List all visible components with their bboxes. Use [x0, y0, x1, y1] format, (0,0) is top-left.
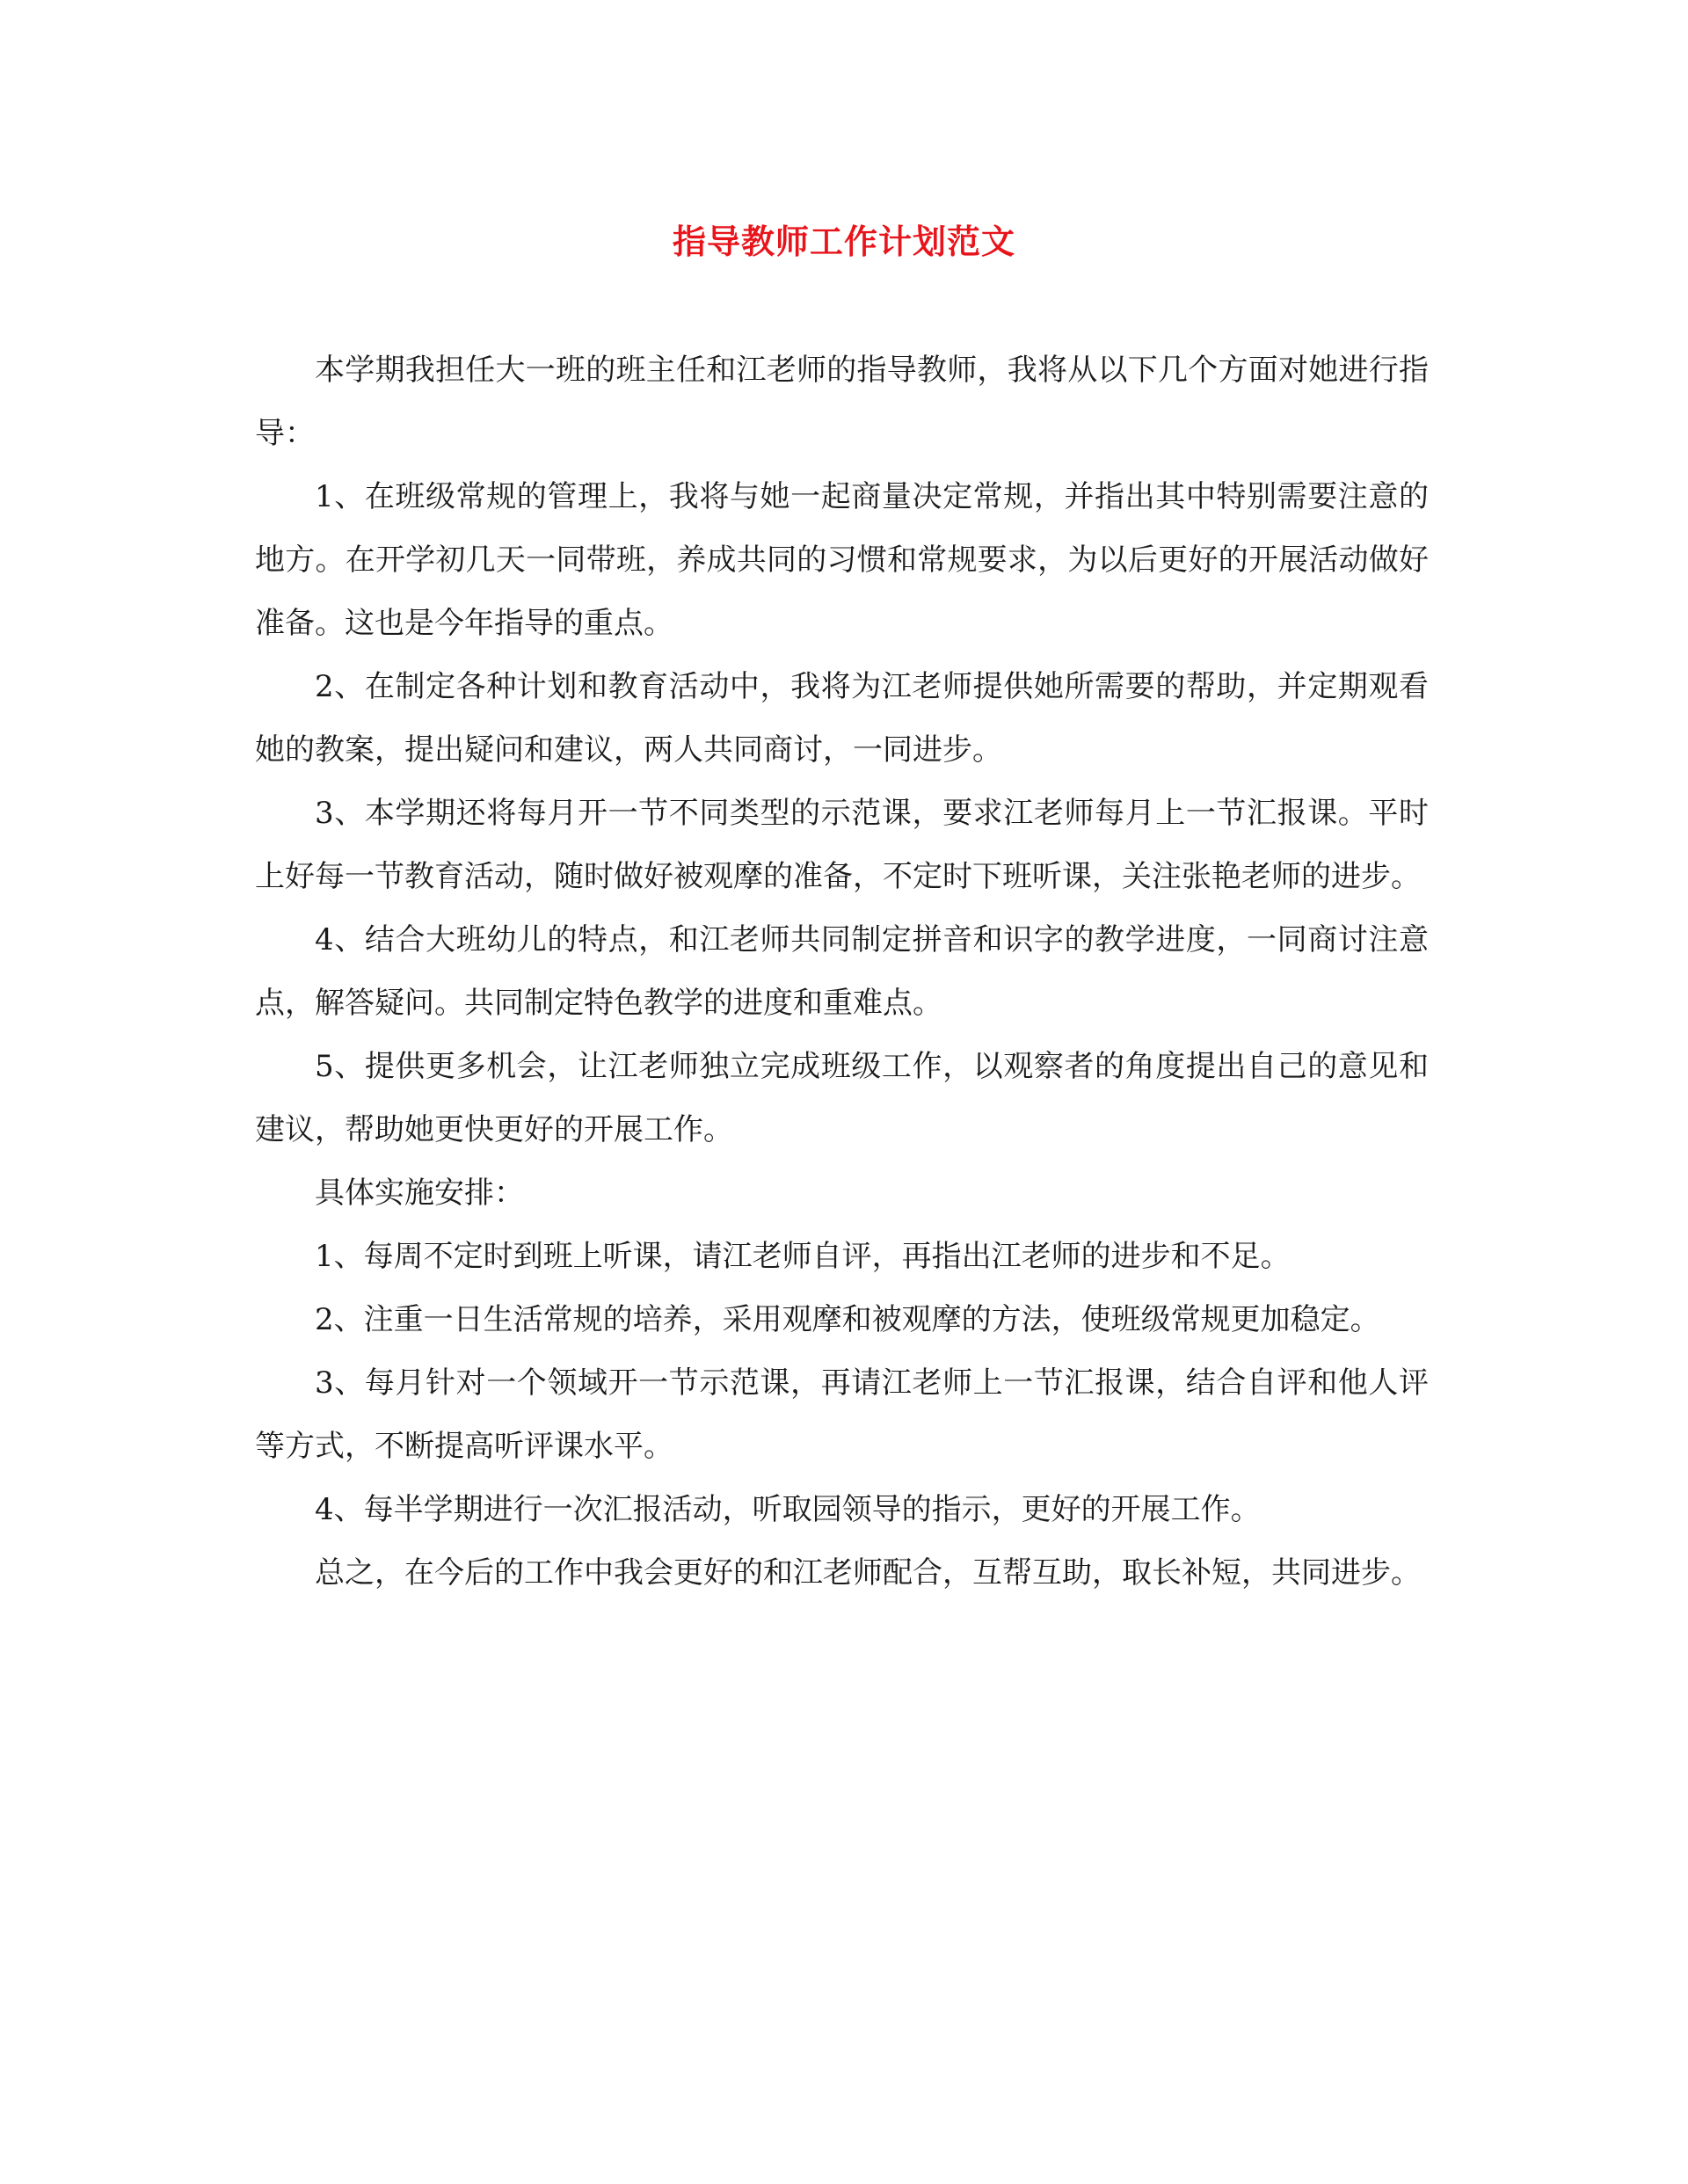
- paragraph-item-2: 2、在制定各种计划和教育活动中，我将为江老师提供她所需要的帮助，并定期观看她的教案，提出疑问和建议，两人共同商讨，一同进步。: [255, 669, 1429, 768]
- paragraph-intro: 本学期我担任大一班的班主任和江老师的指导教师，我将从以下几个方面对她进行指导：: [255, 353, 1429, 451]
- paragraph-item-5: 5、提供更多机会，让江老师独立完成班级工作，以观察者的角度提出自己的意见和建议，帮助她更快更好的开展工作。: [255, 1049, 1429, 1147]
- paragraph-plan-2: 2、注重一日生活常规的培养，采用观摩和被观摩的方法，使班级常规更加稳定。: [315, 1302, 1380, 1337]
- document-body: [255, 339, 1429, 1605]
- document-title: 指导教师工作计划范文: [672, 222, 1015, 261]
- paragraph-plan-1: 1、每周不定时到班上听课，请江老师自评，再指出江老师的进步和不足。: [315, 1239, 1291, 1274]
- paragraph-conclusion: 总之，在今后的工作中我会更好的和江老师配合，互帮互助，取长补短，共同进步。: [315, 1555, 1421, 1591]
- paragraph-plan-3: 3、每月针对一个领域开一节示范课，再请江老师上一节汇报课，结合自评和他人评等方式，不断提高听评课水平。: [255, 1365, 1429, 1464]
- paragraph-section-heading: 具体实施安排：: [315, 1176, 524, 1211]
- paragraph-item-3: 3、本学期还将每月开一节不同类型的示范课，要求江老师每月上一节汇报课。平时上好每一节教育活动，随时做好被观摩的准备，不定时下班听课，关注张艳老师的进步。: [255, 796, 1429, 894]
- paragraph-item-4: 4、结合大班幼儿的特点，和江老师共同制定拼音和识字的教学进度，一同商讨注意点，解答疑问。共同制定特色教学的进度和重难点。: [255, 922, 1429, 1021]
- paragraph-item-1: 1、在班级常规的管理上，我将与她一起商量决定常规，并指出其中特别需要注意的地方。在开学初几天一同带班，养成共同的习惯和常规要求，为以后更好的开展活动做好准备。这也是今年指导的重点。: [255, 479, 1429, 641]
- paragraph-plan-4: 4、每半学期进行一次汇报活动，听取园领导的指示，更好的开展工作。: [315, 1492, 1261, 1527]
